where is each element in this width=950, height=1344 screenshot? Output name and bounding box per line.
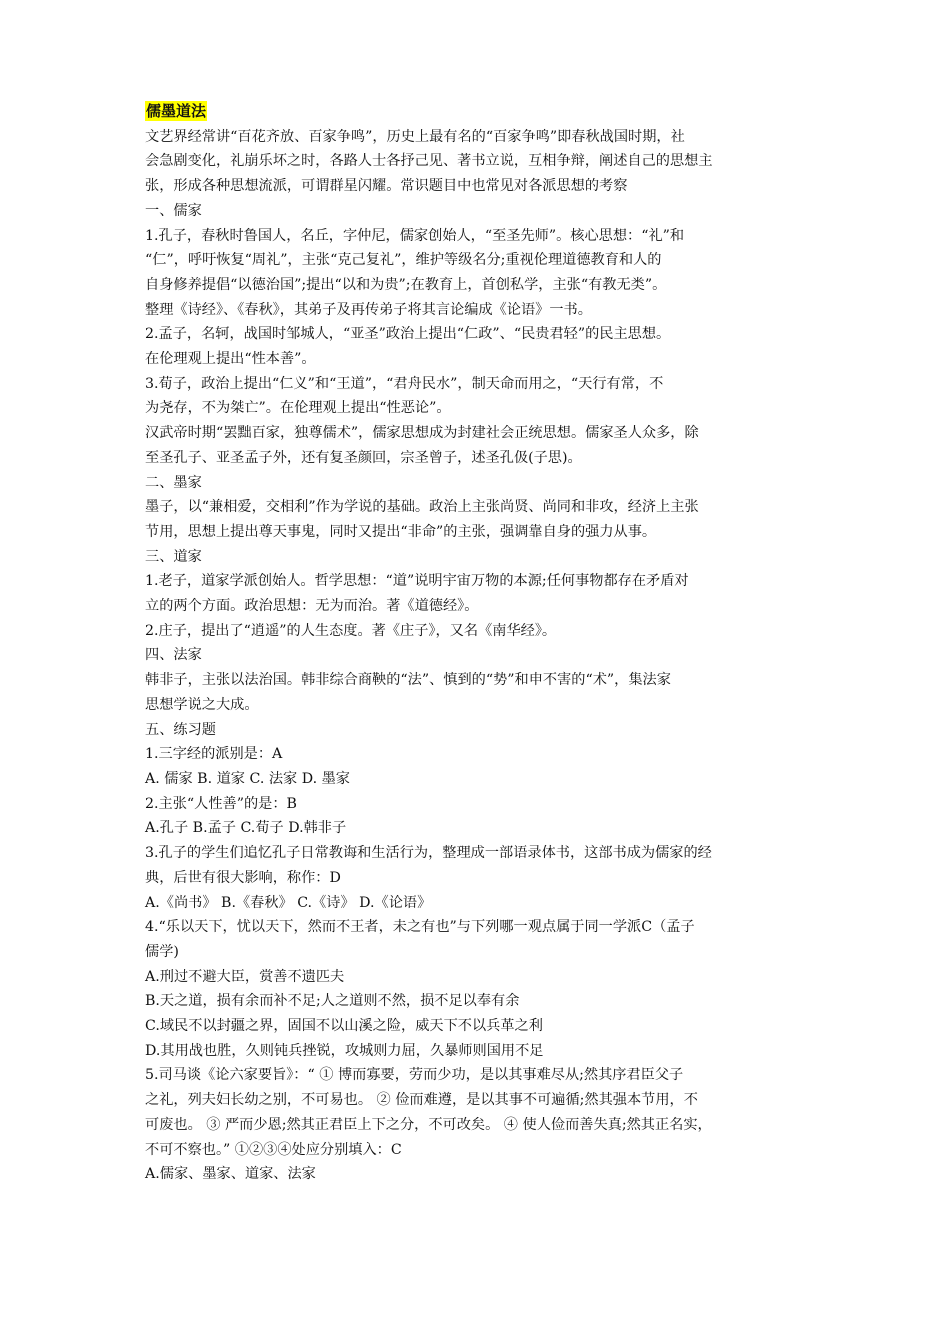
document-body bbox=[145, 100, 825, 1187]
text-line: 3.孔子的学生们追忆孔子日常教诲和生活行为，整理成一部语录体书，这部书成为儒家的经 bbox=[145, 845, 712, 862]
text-line: 在伦理观上提出“性本善”。 bbox=[145, 351, 316, 368]
text-line: 5.司马谈《论六家要旨》：“ ① 博而寡要，劳而少功，是以其事难尽从;然其序君臣父子 bbox=[145, 1067, 684, 1084]
text-line: 1.孔子，春秋时鲁国人，名丘，字仲尼，儒家创始人，“至圣先师”。核心思想：“礼”和 bbox=[145, 227, 685, 244]
text-line: 典，后世有很大影响，称作：D bbox=[145, 869, 341, 886]
text-line: 儒学) bbox=[145, 943, 179, 960]
text-line: 2.孟子，名轲，战国时邹城人，“亚圣”政治上提出“仁政”、“民贵君轻”的民主思想。 bbox=[145, 326, 671, 343]
text-line: 文艺界经常讲“百花齐放、百家争鸣”，历史上最有名的“百家争鸣”即春秋战国时期，社 bbox=[145, 128, 685, 145]
text-line: “仁”，呼吁恢复“周礼”，主张“克己复礼”，维护等级名分;重视伦理道德教育和人的 bbox=[145, 252, 662, 269]
text-line: 4.“乐以天下，忧以天下，然而不王者，未之有也”与下列哪一观点属于同一学派C（孟子 bbox=[145, 919, 695, 936]
text-line: 会急剧变化，礼崩乐坏之时，各路人士各抒己见、著书立说，互相争辩，阐述自己的思想主 bbox=[145, 153, 713, 170]
text-line: 2.庄子，提出了“逍遥”的人生态度。著《庄子》，又名《南华经》。 bbox=[145, 622, 557, 639]
text-line: 可废也。 ③ 严而少恩;然其正君臣上下之分，不可改矣。 ④ 使人俭而善失真;然其正名实， bbox=[145, 1116, 712, 1133]
text-line: 五、练习题 bbox=[145, 721, 216, 738]
text-line: 韩非子，主张以法治国。韩非综合商鞅的“法”、慎到的“势”和申不害的“术”，集法家 bbox=[145, 672, 671, 689]
text-line: 立的两个方面。政治思想：无为而治。著《道德经》。 bbox=[145, 598, 479, 615]
text-line: 3.荀子，政治上提出“仁义”和“王道”，“君舟民水”，制天命而用之，“天行有常，不 bbox=[145, 375, 664, 392]
text-line: 二、墨家 bbox=[145, 474, 202, 491]
text-line: A. 儒家 B. 道家 C. 法家 D. 墨家 bbox=[145, 770, 350, 787]
text-line: D.其用战也胜，久则钝兵挫锐，攻城则力屈，久暴师则国用不足 bbox=[145, 1042, 544, 1059]
document-title: 儒墨道法 bbox=[146, 102, 207, 120]
text-line: 2.主张“人性善”的是：B bbox=[145, 795, 297, 812]
text-line: 为尧存，不为桀亡”。在伦理观上提出“性恶论”。 bbox=[145, 400, 451, 417]
text-line: 整理《诗经》、《春秋》，其弟子及再传弟子将其言论编成《论语》一书。 bbox=[145, 301, 592, 318]
text-line: 思想学说之大成。 bbox=[145, 696, 259, 713]
text-line: 四、法家 bbox=[145, 647, 202, 664]
text-line: 节用，思想上提出尊天事鬼，同时又提出“非命”的主张，强调靠自身的强力从事。 bbox=[145, 523, 657, 540]
document-title-row bbox=[145, 100, 825, 125]
text-line: 一、儒家 bbox=[145, 202, 202, 219]
text-line: 1.老子，道家学派创始人。哲学思想：“道”说明宇宙万物的本源;任何事物都存在矛盾对 bbox=[145, 573, 689, 590]
text-line: 至圣孔子、亚圣孟子外，还有复圣颜回，宗圣曾子，述圣孔伋(子思)。 bbox=[145, 449, 582, 466]
text-line: 之礼，列夫妇长幼之别，不可易也。 ② 俭而难遵，是以其事不可遍循;然其强本节用，不 bbox=[145, 1092, 698, 1109]
text-line: A.刑过不避大臣，赏善不遗匹夫 bbox=[145, 968, 345, 985]
text-line: 张，形成各种思想流派，可谓群星闪耀。常识题目中也常见对各派思想的考察 bbox=[145, 178, 628, 195]
text-line: 不可不察也。” ①②③④处应分别填入：C bbox=[145, 1141, 402, 1158]
text-line: B.天之道，损有余而补不足;人之道则不然，损不足以奉有余 bbox=[145, 993, 520, 1010]
text-line: A.儒家、墨家、道家、法家 bbox=[145, 1166, 316, 1183]
text-line: C.域民不以封疆之界，固国不以山溪之险，威天下不以兵革之利 bbox=[145, 1018, 543, 1035]
text-line: 1.三字经的派别是：A bbox=[145, 746, 283, 763]
text-line: 三、道家 bbox=[145, 548, 202, 565]
text-line: A.《尚书》 B.《春秋》 C.《诗》 D.《论语》 bbox=[145, 894, 432, 911]
text-line: 汉武帝时期“罢黜百家，独尊儒术”，儒家思想成为封建社会正统思想。儒家圣人众多，除 bbox=[145, 425, 699, 442]
text-line: 自身修养提倡“以德治国”;提出“以和为贵”;在教育上，首创私学，主张“有教无类”。 bbox=[145, 276, 667, 293]
text-line: 墨子，以“兼相爱，交相利”作为学说的基础。政治上主张尚贤、尚同和非攻，经济上主张 bbox=[145, 499, 699, 516]
text-line: A.孔子 B.孟子 C.荀子 D.韩非子 bbox=[145, 820, 347, 837]
